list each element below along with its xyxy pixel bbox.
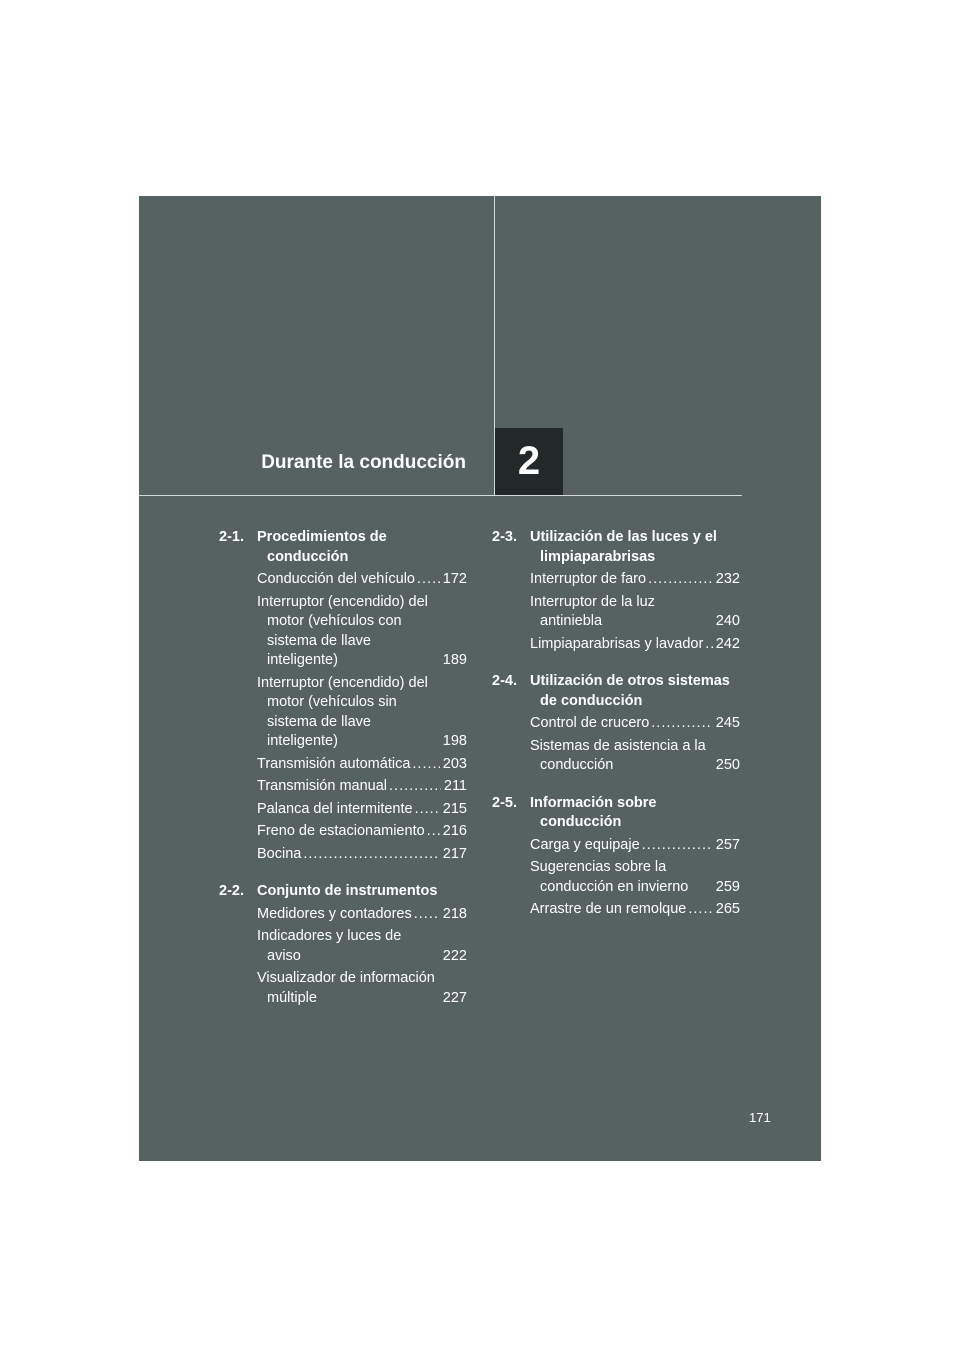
dot-leader xyxy=(439,651,440,671)
toc-entry[interactable] xyxy=(530,900,740,920)
chapter-number: 2 xyxy=(517,439,541,483)
entry-page-number: 232 xyxy=(715,571,740,587)
section-heading[interactable] xyxy=(492,672,740,711)
toc-section xyxy=(219,528,467,864)
section-number: 2-3. xyxy=(492,529,517,545)
entry-title: Freno de estacionamiento xyxy=(257,823,425,839)
divider-horizontal xyxy=(139,495,742,496)
toc-entry[interactable] xyxy=(530,635,740,655)
entry-page-number: 198 xyxy=(442,733,467,749)
entry-page-number: 257 xyxy=(715,836,740,853)
entry-title: Interruptor de faro xyxy=(530,571,647,587)
entry-page-number: 227 xyxy=(442,989,467,1006)
section-title: Procedimientos de conducción xyxy=(257,529,387,565)
toc-right-column xyxy=(492,528,740,938)
toc-entry[interactable] xyxy=(257,593,467,671)
toc-section xyxy=(492,794,740,920)
entry-page-number: 189 xyxy=(442,652,467,668)
dot-leader xyxy=(427,822,440,842)
entry-title: Sistemas de asistencia a la conducción xyxy=(530,737,706,773)
entry-title: Carga y equipaje xyxy=(530,836,640,853)
entry-title: Arrastre de un remolque xyxy=(530,901,687,917)
section-number: 2-1. xyxy=(219,529,244,545)
dot-leader xyxy=(439,947,440,967)
entry-title: Sugerencias sobre la conducción en invierno xyxy=(530,859,689,895)
toc-entry[interactable] xyxy=(257,570,467,590)
dot-leader xyxy=(415,800,440,820)
toc-entry[interactable] xyxy=(257,969,467,1008)
section-heading[interactable] xyxy=(492,528,740,567)
dot-leader xyxy=(712,878,713,898)
section-title: Información sobre conducción xyxy=(530,794,657,830)
dot-leader xyxy=(705,635,713,655)
dot-leader xyxy=(688,900,712,920)
entry-page-number: 222 xyxy=(442,947,467,964)
toc-entry[interactable] xyxy=(257,822,467,842)
entry-title: Medidores y contadores xyxy=(257,905,412,922)
toc-entry[interactable] xyxy=(530,570,740,590)
toc-entry[interactable] xyxy=(257,674,467,752)
section-title: Conjunto de instrumentos xyxy=(257,883,438,899)
dot-leader xyxy=(389,777,441,797)
chapter-number-badge xyxy=(494,428,563,495)
section-number: 2-2. xyxy=(219,883,244,899)
entry-title: Interruptor (encendido) del motor (vehículos con sistema de llave inteligente) xyxy=(257,593,428,668)
section-heading[interactable] xyxy=(219,528,467,567)
entry-title: Bocina xyxy=(257,845,302,862)
page-number: 171 xyxy=(749,1110,771,1125)
toc-entry[interactable] xyxy=(257,845,467,865)
toc-entry[interactable] xyxy=(257,927,467,966)
dot-leader xyxy=(414,905,440,925)
entry-title: Interruptor de la luz antiniebla xyxy=(530,593,655,629)
dot-leader xyxy=(439,732,440,752)
dot-leader xyxy=(303,845,439,865)
entry-title: Transmisión manual xyxy=(257,778,388,794)
toc-entry[interactable] xyxy=(530,737,740,776)
entry-title: Visualizador de información múltiple xyxy=(257,970,435,1006)
entry-page-number: 265 xyxy=(715,901,740,917)
entry-page-number: 240 xyxy=(715,613,740,629)
toc-section xyxy=(219,882,467,1008)
dot-leader xyxy=(712,612,713,632)
entry-page-number: 203 xyxy=(442,755,467,772)
section-title: Utilización de otros sistemas de conducción xyxy=(530,673,730,709)
entry-page-number: 218 xyxy=(442,905,467,922)
entry-page-number: 217 xyxy=(442,845,467,862)
entry-page-number: 259 xyxy=(715,878,740,895)
section-title: Utilización de las luces y el limpiaparabrisas xyxy=(530,529,717,565)
toc-section xyxy=(492,672,740,776)
toc-left-column xyxy=(219,528,467,1026)
toc-entry[interactable] xyxy=(257,777,467,797)
entry-page-number: 215 xyxy=(442,800,467,817)
toc-entry[interactable] xyxy=(257,755,467,775)
entry-page-number: 242 xyxy=(715,635,740,652)
dot-leader xyxy=(417,570,440,590)
toc-section xyxy=(492,528,740,654)
entry-title: Palanca del intermitente xyxy=(257,800,413,817)
toc-entry[interactable] xyxy=(530,858,740,897)
section-heading[interactable] xyxy=(219,882,467,902)
entry-page-number: 211 xyxy=(443,778,467,794)
entry-page-number: 250 xyxy=(715,757,740,773)
section-number: 2-5. xyxy=(492,794,517,811)
entry-page-number: 172 xyxy=(442,571,467,587)
entry-page-number: 216 xyxy=(442,823,467,839)
toc-entry[interactable] xyxy=(530,714,740,734)
dot-leader xyxy=(412,755,439,775)
chapter-title: Durante la conducción xyxy=(261,452,466,473)
toc-entry[interactable] xyxy=(530,593,740,632)
dot-leader xyxy=(651,714,713,734)
entry-title: Indicadores y luces de aviso xyxy=(257,928,402,964)
section-heading[interactable] xyxy=(492,794,740,833)
dot-leader xyxy=(648,570,713,590)
entry-title: Limpiaparabrisas y lavador xyxy=(530,635,704,652)
entry-title: Control de crucero xyxy=(530,715,650,731)
dot-leader xyxy=(642,836,713,856)
section-number: 2-4. xyxy=(492,673,517,689)
toc-entry[interactable] xyxy=(530,836,740,856)
entry-page-number: 245 xyxy=(715,715,740,731)
entry-title: Conducción del vehículo xyxy=(257,571,415,587)
divider-vertical xyxy=(494,196,495,428)
toc-entry[interactable] xyxy=(257,905,467,925)
toc-entry[interactable] xyxy=(257,800,467,820)
dot-leader xyxy=(439,989,440,1009)
entry-title: Transmisión automática xyxy=(257,755,411,772)
entry-title: Interruptor (encendido) del motor (vehículos sin sistema de llave inteligente) xyxy=(257,674,428,749)
dot-leader xyxy=(712,756,713,776)
